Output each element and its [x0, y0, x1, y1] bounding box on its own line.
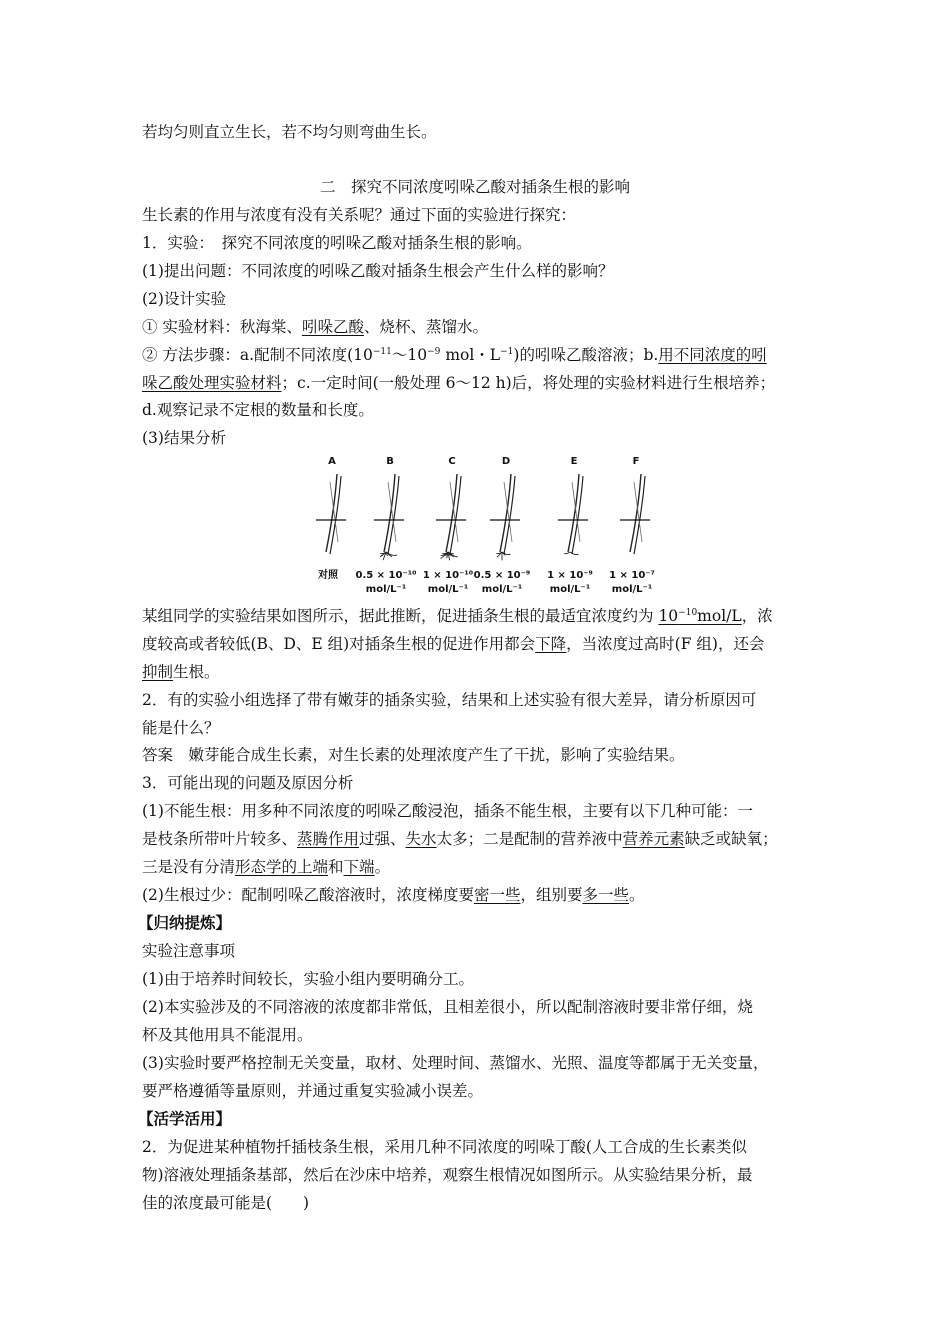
cause4-b: ，组别要: [520, 886, 583, 904]
cause3-a: 三是没有分清: [142, 858, 236, 876]
unit-label-c: mol/L⁻¹: [427, 584, 469, 595]
cause2-u2: 失水: [405, 830, 437, 848]
concentration-label-e: 1 × 10⁻⁹: [547, 570, 593, 581]
unit-label-d: mol/L⁻¹: [481, 584, 523, 595]
question-2-line-2: 能是什么？: [142, 719, 220, 737]
cutting-letter-a: A: [328, 456, 336, 467]
figure-svg: [296, 452, 656, 600]
step-a-sup2: −9: [427, 346, 441, 357]
result3-suffix: 生根。: [173, 663, 220, 681]
step-a-sup1: −11: [372, 346, 392, 357]
cutting-letter-d: D: [501, 456, 511, 467]
unit-label-e: mol/L⁻¹: [549, 584, 591, 595]
concentration-label-b: 0.5 × 10⁻¹⁰: [355, 570, 417, 581]
concentration-label-c: 1 × 10⁻¹⁰: [422, 570, 474, 581]
note-1: (1)由于培养时间较长，实验小组内要明确分工。: [142, 970, 474, 988]
apply-heading: 【活学活用】: [138, 1109, 232, 1128]
cutting-stem-f: [630, 474, 641, 552]
step-a-prefix: ② 方法步骤：a.配制不同浓度(10: [142, 346, 373, 364]
intro-line: 生长素的作用与浓度有没有关系呢？通过下面的实验进行探究：: [142, 206, 577, 224]
result-line-3: [142, 662, 220, 682]
cutting-letter-b: B: [386, 456, 394, 467]
cause3-b: 和: [328, 858, 344, 876]
cutting-letter-c: C: [448, 456, 456, 467]
steps-line-3: d.观察记录不定根的数量和长度。: [142, 401, 374, 419]
cause3-c: 。: [374, 858, 391, 876]
cause3-u2: 下端: [343, 858, 375, 876]
cutting-stem-c: [446, 474, 457, 552]
cause2-u3: 营养元素: [622, 830, 685, 848]
unit-label-f: mol/L⁻¹: [611, 584, 653, 595]
cause2-c: 太多；二是配制的营养液中: [436, 830, 623, 848]
result2-suffix: ，当浓度过高时(F 组)，还会: [566, 635, 765, 653]
exercise-line-1: 2．为促进某种植物扦插枝条生根，采用几种不同浓度的吲哚丁酸(人工合成的生长素类似: [142, 1138, 747, 1156]
cause2-b: 过强、: [359, 830, 406, 848]
cause-line-4: [142, 885, 645, 905]
results-heading: (3)结果分析: [142, 429, 226, 447]
cause-line-2: [142, 829, 778, 849]
root-d: [497, 552, 502, 557]
concentration-label-d: 0.5 × 10⁻⁹: [473, 570, 531, 581]
cause4-c: 。: [629, 886, 645, 904]
cause-line-3: [142, 857, 390, 877]
design-heading: (2)设计实验: [142, 290, 226, 308]
cause2-a: 是枝条所带叶片较多、: [142, 830, 298, 848]
root-d: [502, 552, 510, 555]
question-3-heading: 3．可能出现的问题及原因分析: [142, 774, 354, 792]
result3-underlined: 抑制: [142, 663, 174, 681]
exercise-line-2: 物)溶液处理插条基部，然后在沙床中培养，观察生根情况如图所示。从实验结果分析，最: [142, 1166, 753, 1184]
materials-prefix: ① 实验材料：秋海棠、: [142, 318, 302, 336]
result-prefix: 某组同学的实验结果如图所示，据此推断，促进插条生根的最适宜浓度约为: [142, 607, 659, 625]
question-1: (1)提出问题：不同浓度的吲哚乙酸对插条生根会产生什么样的影响？: [142, 262, 614, 280]
cause-line-1: (1)不能生根：用多种不同浓度的吲哚乙酸浸泡，插条不能生根，主要有以下几种可能：一: [142, 802, 753, 820]
steps-line-2: [142, 373, 775, 393]
note-3-line-2: 要严格遵循等量原则，并通过重复实验减小误差。: [142, 1082, 484, 1100]
step-a-mid: ～10: [391, 346, 428, 364]
step-a-unit: mol・L: [440, 346, 501, 364]
paragraph-line: 若均匀则直立生长，若不均匀则弯曲生长。: [142, 123, 437, 141]
experiment-heading: 1．实验： 探究不同浓度的吲哚乙酸对插条生根的影响。: [142, 234, 532, 252]
result-line-2: [142, 634, 764, 654]
cutting-root-figure: [296, 452, 656, 600]
note-2-line-2: 杯及其他用具不能混用。: [142, 1026, 313, 1044]
note-3-line-1: (3)实验时要严格控制无关变量，取材、处理时间、蒸馏水、光照、温度等都属于无关变量，: [142, 1054, 769, 1072]
step-a-after: )的吲哚乙酸溶液；b.: [513, 346, 659, 364]
step-b-underlined-2: 哚乙酸处理实验材料: [142, 374, 282, 392]
cutting-stem-a: [326, 474, 337, 552]
optimal-base: 10: [658, 607, 679, 625]
optimal-concentration: [658, 607, 741, 625]
result-line-1: [142, 606, 773, 626]
cause2-u1: 蒸腾作用: [297, 830, 360, 848]
answer-line: 答案 嫩芽能合成生长素，对生长素的处理浓度产生了干扰，影响了实验结果。: [142, 746, 685, 764]
materials-line: [142, 317, 488, 337]
cause3-u1: 形态学的上端: [235, 858, 329, 876]
cutting-stem-e: [568, 474, 579, 552]
question-2-line-1: 2．有的实验小组选择了带有嫩芽的插条实验，结果和上述实验有很大差异，请分析原因可: [142, 691, 757, 709]
materials-underlined: 吲哚乙酸: [301, 318, 364, 336]
step-b-underlined-1: 用不同浓度的吲: [658, 346, 767, 364]
cause4-a: (2)生根过少：配制吲哚乙酸溶液时，浓度梯度要: [142, 886, 474, 904]
step-c: ；c.一定时间(一般处理 6～12 h)后，将处理的实验材料进行生根培养；: [281, 374, 776, 392]
step-a-sup3: −1: [500, 346, 514, 357]
cutting-letter-e: E: [570, 456, 578, 467]
section-title: 二 探究不同浓度吲哚乙酸对插条生根的影响: [319, 178, 630, 196]
concentration-label-f: 1 × 10⁻⁷: [609, 570, 655, 581]
cause4-u1: 密一些: [473, 886, 521, 904]
cause2-d: 缺乏或缺氧；: [684, 830, 778, 848]
cutting-letter-f: F: [632, 456, 640, 467]
note-2-line-1: (2)本实验涉及的不同溶液的浓度都非常低，且相差很小，所以配制溶液时要非常仔细，烧: [142, 998, 753, 1016]
cutting-stem-b: [384, 474, 395, 552]
optimal-unit: mol/L: [697, 607, 742, 625]
concentration-label-a: 对照: [318, 570, 338, 581]
optimal-sup: −10: [678, 607, 698, 618]
unit-label-b: mol/L⁻¹: [365, 584, 407, 595]
root-e: [570, 552, 578, 555]
root-e: [564, 552, 570, 554]
materials-suffix: 、烧杯、蒸馏水。: [363, 318, 488, 336]
cause4-u2: 多一些: [582, 886, 630, 904]
result2-underlined: 下降: [535, 635, 567, 653]
cutting-stem-d: [500, 474, 511, 552]
exercise-line-3: 佳的浓度最可能是( ): [142, 1194, 310, 1212]
notes-title: 实验注意事项: [142, 942, 236, 960]
summary-heading: 【归纳提炼】: [138, 913, 232, 932]
result2-prefix: 度较高或者较低(B、D、E 组)对插条生根的促进作用都会: [142, 635, 536, 653]
steps-line-1: [142, 345, 767, 365]
result-suffix: ，浓: [741, 607, 773, 625]
